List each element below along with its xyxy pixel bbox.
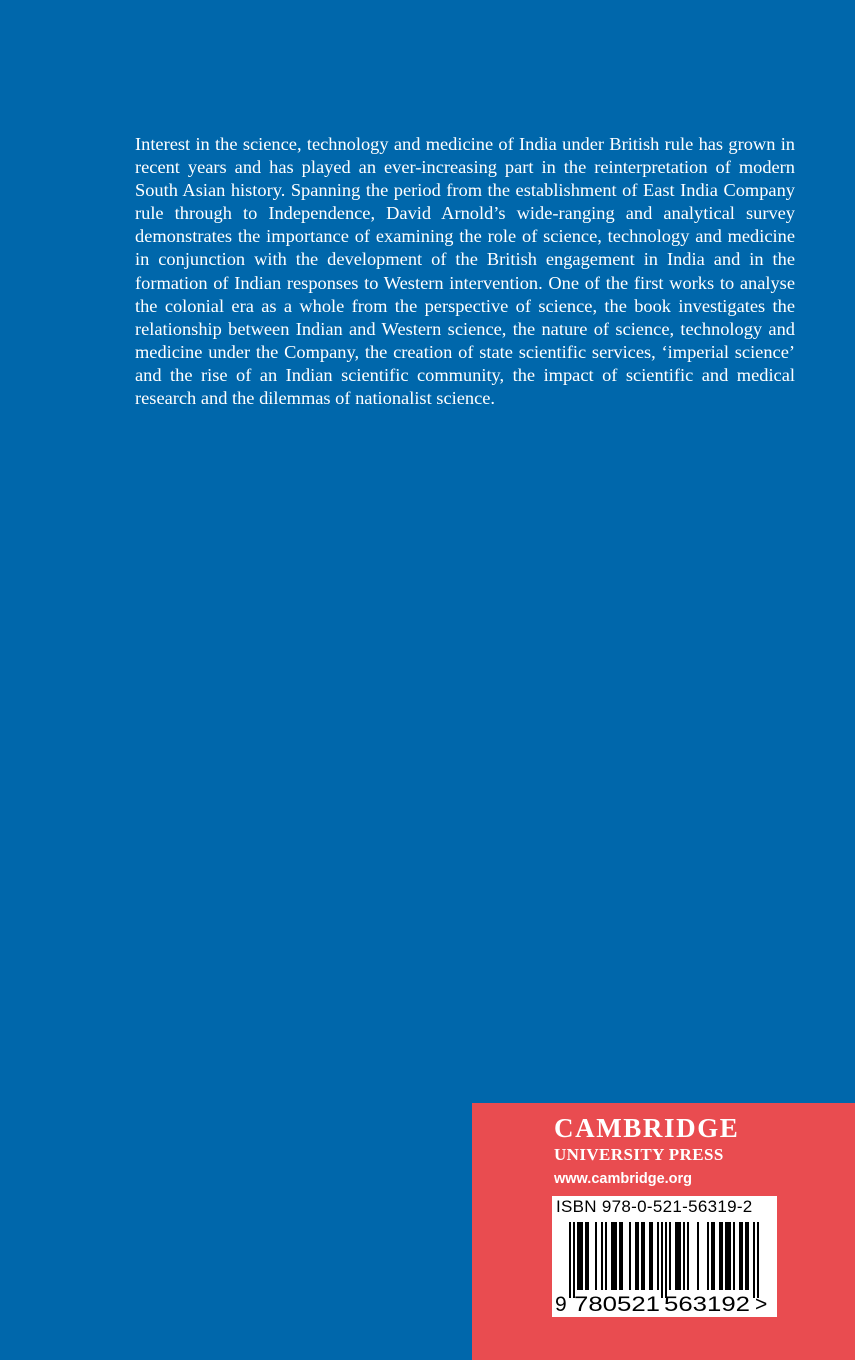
barcode-bar	[605, 1222, 607, 1290]
barcode-bar	[581, 1222, 583, 1290]
barcode-bar	[711, 1222, 713, 1290]
barcode-bar	[729, 1222, 731, 1290]
publisher-name: CAMBRIDGE	[554, 1113, 740, 1143]
isbn-label: ISBN 978-0-521-56319-2	[556, 1197, 753, 1216]
barcode-bar	[707, 1222, 709, 1290]
barcode-bar	[675, 1222, 677, 1290]
barcode-bar	[739, 1222, 741, 1290]
barcode-bar	[683, 1222, 685, 1290]
barcode-right-digits: 563192	[664, 1293, 750, 1316]
barcode-bar	[621, 1222, 623, 1290]
barcode-bar	[579, 1222, 581, 1290]
barcode-bar	[573, 1222, 575, 1298]
barcode-bar	[651, 1222, 653, 1290]
barcode-bar	[585, 1222, 587, 1290]
publisher-url: www.cambridge.org	[554, 1171, 693, 1187]
barcode-left-digits: 780521	[574, 1293, 660, 1316]
barcode-bar	[649, 1222, 651, 1290]
barcode-bar	[629, 1222, 631, 1290]
publisher-press: UNIVERSITY PRESS	[554, 1145, 724, 1164]
barcode-bar	[679, 1222, 681, 1290]
barcode-bar	[721, 1222, 723, 1290]
barcode-bar	[741, 1222, 743, 1290]
barcode	[552, 1218, 777, 1317]
back-cover-blurb: Interest in the science, technology and medicine of India under British rule has grown in recent years and has played an ever-increasing part in the reinterpretation of modern South Asian history. Spanning the period from the establishment of East India Company rule through to Independence, David Arnold’s wide-ranging and analytical survey demonstrates the importance of examining the role of science, technology and medicine in conjunction with the development of the British engagement in India and in the formation of Indian responses to Western intervention. One of the first works to analyse the colonial era as a whole from the perspective of science, the book investigates the relationship between Indian and Western science, the nature of science, technology and medicine under the Company, the creation of state scientific services, ‘imperial science’ and the rise of an Indian scientific community, the impact of scientific and medical research and the dilemmas of nationalist science.	[135, 134, 795, 409]
barcode-bar	[635, 1222, 637, 1290]
barcode-bar	[641, 1222, 643, 1290]
barcode-bar	[697, 1222, 699, 1290]
barcode-bar	[727, 1222, 729, 1290]
barcode-bar	[619, 1222, 621, 1290]
barcode-bar	[757, 1222, 759, 1298]
barcode-bar	[613, 1222, 615, 1290]
barcode-bar	[661, 1222, 663, 1298]
barcode-bar	[687, 1222, 689, 1290]
barcode-bars	[569, 1222, 759, 1298]
barcode-bar	[657, 1222, 659, 1290]
barcode-first-digit: 9	[555, 1293, 567, 1316]
barcode-bar	[745, 1222, 747, 1290]
publisher-panel	[472, 1103, 855, 1360]
barcode-bar	[713, 1222, 715, 1290]
barcode-bar	[725, 1222, 727, 1290]
barcode-bar	[747, 1222, 749, 1290]
barcode-bar	[577, 1222, 579, 1290]
barcode-bar	[665, 1222, 667, 1298]
barcode-bar	[611, 1222, 613, 1290]
barcode-bar	[753, 1222, 755, 1298]
barcode-bar	[669, 1222, 671, 1290]
barcode-bar	[719, 1222, 721, 1290]
barcode-quiet-zone-mark: >	[755, 1293, 768, 1316]
barcode-bar	[643, 1222, 645, 1290]
barcode-bar	[637, 1222, 639, 1290]
barcode-bar	[587, 1222, 589, 1290]
barcode-bar	[601, 1222, 603, 1290]
barcode-bar	[595, 1222, 597, 1290]
barcode-box	[552, 1196, 777, 1317]
barcode-bar	[569, 1222, 571, 1298]
barcode-bar	[733, 1222, 735, 1290]
barcode-bar	[677, 1222, 679, 1290]
barcode-bar	[615, 1222, 617, 1290]
